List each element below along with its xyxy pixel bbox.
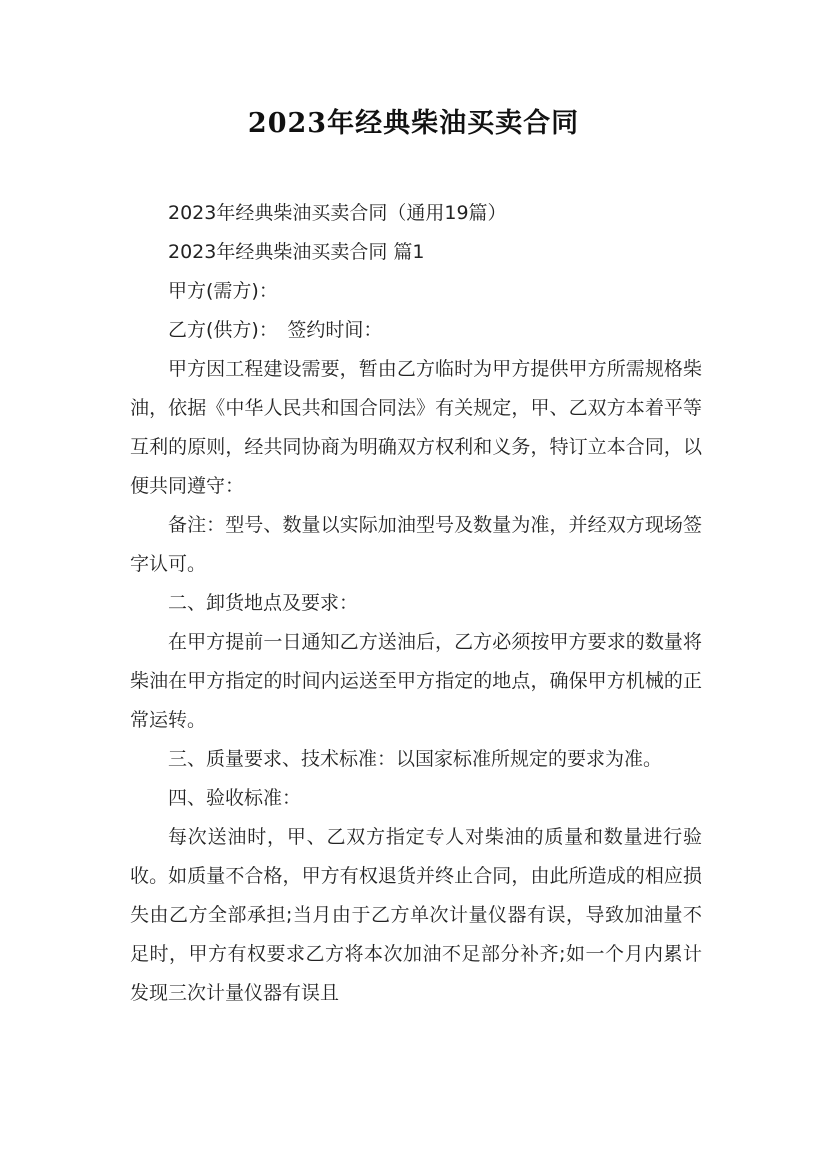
- paragraph: 每次送油时，甲、乙双方指定专人对柴油的质量和数量进行验收。如质量不合格，甲方有权退货并终止合同，由此所造成的相应损失由乙方全部承担;当月由于乙方单次计量仪器有误，导致加油量不足时，甲方有权要求乙方将本次加油不足部分补齐;如一个月内累计发现三次计量仪器有误且: [130, 826, 702, 1004]
- paragraph: 三、质量要求、技术标准：以国家标准所规定的要求为准。: [168, 748, 663, 770]
- paragraph: 在甲方提前一日通知乙方送油后，乙方必须按甲方要求的数量将柴油在甲方指定的时间内运送至甲方指定的地点，确保甲方机械的正常运转。: [130, 631, 702, 731]
- paragraph: 备注：型号、数量以实际加油型号及数量为准，并经双方现场签字认可。: [130, 514, 702, 575]
- document-title: 2023年经典柴油买卖合同: [247, 108, 580, 139]
- paragraph: 2023年经典柴油买卖合同 篇1: [168, 241, 425, 263]
- paragraph: 甲方(需方)：: [168, 280, 278, 302]
- paragraph: 二、卸货地点及要求：: [168, 592, 359, 614]
- paragraph: 乙方(供方)： 签约时间：: [168, 319, 383, 341]
- paragraph: 四、验收标准：: [168, 787, 302, 809]
- document-body: [130, 194, 702, 1013]
- paragraph: 甲方因工程建设需要，暂由乙方临时为甲方提供甲方所需规格柴油，依据《中华人民共和国合同法》有关规定，甲、乙双方本着平等互利的原则，经共同协商为明确双方权利和义务，特订立本合同，以便共同遵守：: [130, 358, 702, 497]
- paragraph: 2023年经典柴油买卖合同（通用19篇）: [168, 202, 507, 224]
